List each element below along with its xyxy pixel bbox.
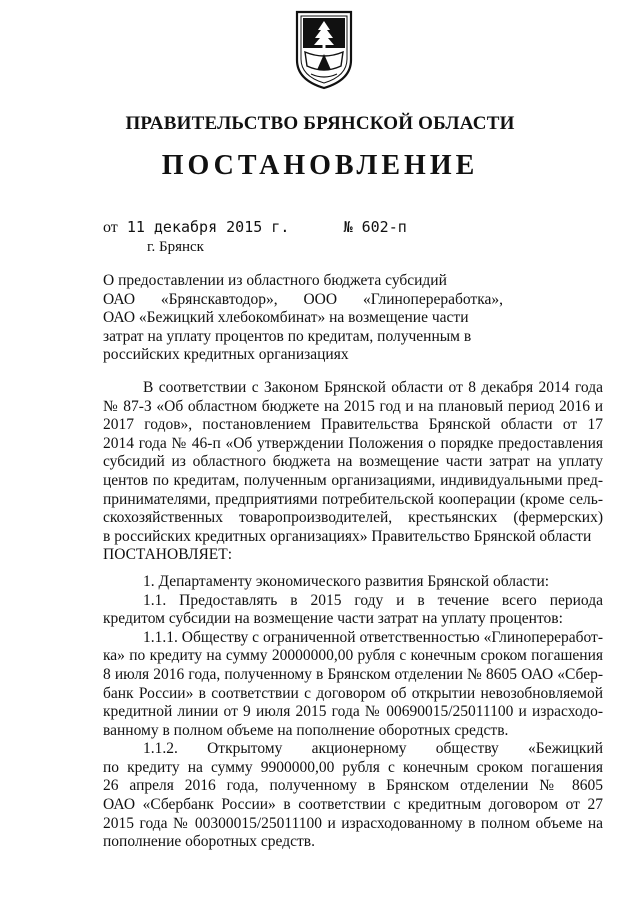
subject-line: ОАО «Брянскавтодор», ООО «Глинопереработка»,: [103, 290, 503, 308]
item-1-1-1-line: 8 июля 2016 года, полученному в Брянском отделении № 8605 ОАО «Сбер-: [103, 665, 603, 683]
date-prefix: от: [103, 219, 118, 236]
item-1-1-2-line: 2015 года № 00300015/25011100 и израсходованному в полном объеме на: [103, 814, 603, 832]
preamble-line: В соответствии с Законом Брянской области от 8 декабря 2014 года: [143, 379, 603, 396]
subject-line: затрат на уплату процентов по кредитам, полученным в: [103, 327, 472, 345]
preamble-line: центов по кредитам, полученным организациями, индивидуальными пред-: [103, 471, 603, 489]
item-1-1-2-line: по кредиту на сумму 9900000,00 рубля с конечным сроком погашения: [103, 758, 603, 776]
item-1-1-1-line: 1.1.1. Обществу с ограниченной ответственностью «Глинопереработ-: [143, 628, 603, 646]
coat-of-arms-icon: [293, 8, 355, 92]
preamble-line: субсидий из областного бюджета на возмещение части затрат на уплату: [103, 453, 603, 471]
preamble-line: № 87-З «Об областном бюджете на 2015 год и на плановый период 2016 и: [103, 397, 603, 415]
preamble-line: 2017 годов», постановлением Правительства Брянской области от 17: [103, 416, 603, 434]
document-date: 11 декабря 2015 г.: [126, 218, 290, 236]
item-1: 1. Департаменту экономического развития Брянской области:: [143, 572, 550, 590]
item-1-1-1-line: банк России» в соответствии с договором об открытии невозобновляемой: [103, 684, 603, 702]
item-1-1-2-line: 26 апреля 2016 года, полученному в Брянском отделении № 8605: [103, 777, 603, 795]
document-number: № 602-п: [343, 218, 407, 236]
subject-line: О предоставлении из областного бюджета субсидий: [103, 272, 447, 289]
preamble-line: 2014 года № 46-п «Об утверждении Положения о порядке предоставления: [103, 434, 603, 452]
date-number-line: [103, 218, 407, 237]
preamble-line: в российских кредитных организациях» Правительство Брянской области: [103, 527, 592, 545]
document-type-title: ПОСТАНОВЛЕНИЕ: [161, 150, 479, 181]
item-1-1-2-line: 1.1.2. Открытому акционерному обществу «Бежицкий: [143, 740, 603, 758]
item-1-1-2-line: пополнение оборотных средств.: [103, 833, 315, 851]
item-1-1-1-line: ка» по кредиту на сумму 20000000,00 рубля с конечным сроком погашения: [103, 647, 603, 665]
document-subject: [103, 272, 503, 365]
item-1-1-line: кредитом субсидии на возмещение части затрат на уплату процентов:: [103, 610, 563, 628]
subject-line: российских кредитных организациях: [103, 346, 349, 363]
subject-line: ОАО «Бежицкий хлебокомбинат» на возмещение части: [103, 309, 469, 326]
preamble-line: ПОСТАНОВЛЯЕТ:: [103, 546, 233, 564]
item-1-1-line: 1.1. Предоставлять в 2015 году и в течение всего периода: [143, 591, 603, 609]
government-title: ПРАВИТЕЛЬСТВО БРЯНСКОЙ ОБЛАСТИ: [125, 113, 515, 134]
preamble-line: скохозяйственных товаропроизводителей, крестьянских (фермерских): [103, 509, 603, 527]
item-1-1-2-line: ОАО «Сбербанк России» в соответствии с кредитным договором от 27: [103, 796, 603, 814]
item-1-1-1-line: кредитной линии от 9 июля 2015 года № 00690015/25011100 и израсходо-: [103, 703, 603, 721]
document-body: [103, 379, 603, 852]
preamble-line: принимателями, предприятиями потребительской кооперации (кроме сель-: [103, 490, 603, 508]
item-1-1-1-line: ванному в полном объеме на пополнение оборотных средств.: [103, 721, 509, 739]
document-city: г. Брянск: [147, 239, 204, 255]
